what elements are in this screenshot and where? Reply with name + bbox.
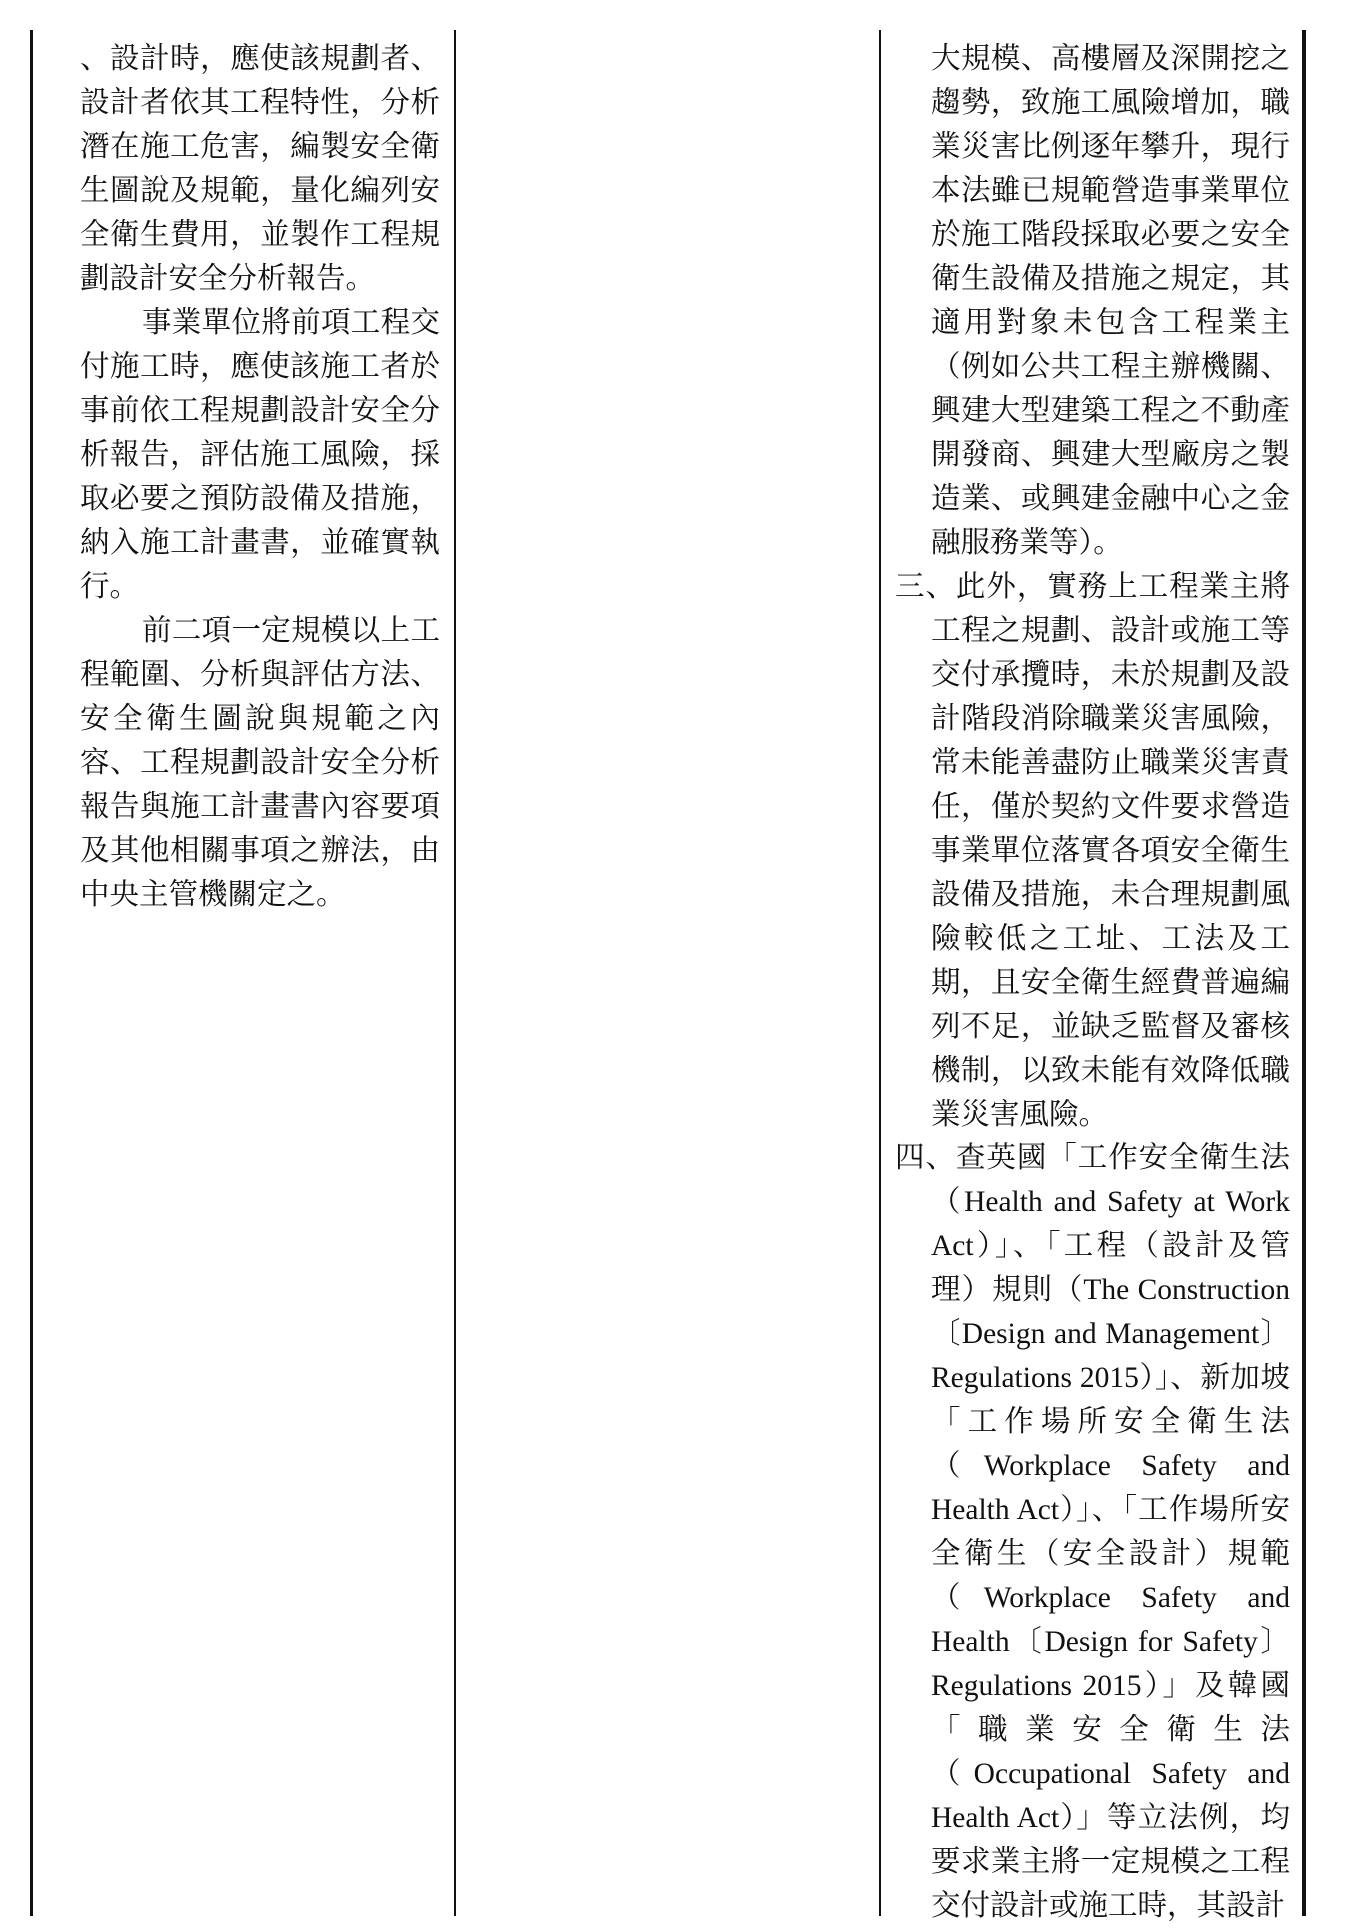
explanation-item-4: 四、查英國「工作安全衛生法（Health and Safety at Work Act）」、「工程（設計及管理）規則（The Construction〔Design and Management〕Regulations 2015）」、新加坡「工作場所安全衛生法（Workplace Safety and Health Act）」、「工作場所安全衛生（安全設計）規範（Workplace Safety and Health〔Design for Safety〕Regulations 2015）」及韓國「職業安全衛生法（Occupational Safety and Health Act）」等立法例，均要求業主將一定規模之工程交付設計或施工時，其設計 — [895, 1142, 1290, 1922]
column-divider-2 — [879, 30, 881, 1916]
explanation-continuation: 大規模、高樓層及深開挖之趨勢，致施工風險增加，職業災害比例逐年攀升，現行本法雖已規範營造事業單位於施工階段採取必要之安全衛生設備及措施之規定，其適用對象未包含工程業主（例如公共工程主辦機關、興建大型建築工程之不動產開發商、興建大型廠房之製造業、或興建金融中心之金融服務業等）。 — [931, 41, 1290, 559]
table-border-left — [30, 30, 33, 1916]
article-paragraph-3: 前二項一定規模以上工程範圍、分析與評估方法、安全衛生圖說與規範之內容、工程規劃設計安全分析報告與施工計畫書內容要項及其他相關事項之辦法，由中央主管機關定之。 — [80, 613, 440, 911]
current-article-column — [456, 30, 879, 1916]
amended-article-text — [80, 36, 440, 916]
explanation-item-3: 三、此外，實務上工程業主將工程之規劃、設計或施工等交付承攬時，未於規劃及設計階段消除職業災害風險，常未能善盡防止職業災害責任，僅於契約文件要求營造事業單位落實各項安全衛生設備及措施，未合理規劃風險較低之工址、工法及工期，且安全衛生經費普遍編列不足，並缺乏監督及審核機制，以致未能有效降低職業災害風險。 — [895, 569, 1290, 1131]
table-border-right — [1302, 30, 1306, 1916]
article-paragraph-2: 事業單位將前項工程交付施工時，應使該施工者於事前依工程規劃設計安全分析報告，評估施工風險，採取必要之預防設備及措施，納入施工計畫書，並確實執行。 — [80, 305, 440, 603]
article-paragraph-1: 、設計時，應使該規劃者、設計者依其工程特性，分析潛在施工危害，編製安全衛生圖說及規範，量化編列安全衛生費用，並製作工程規劃設計安全分析報告。 — [80, 41, 440, 295]
explanation-text — [895, 36, 1290, 1928]
